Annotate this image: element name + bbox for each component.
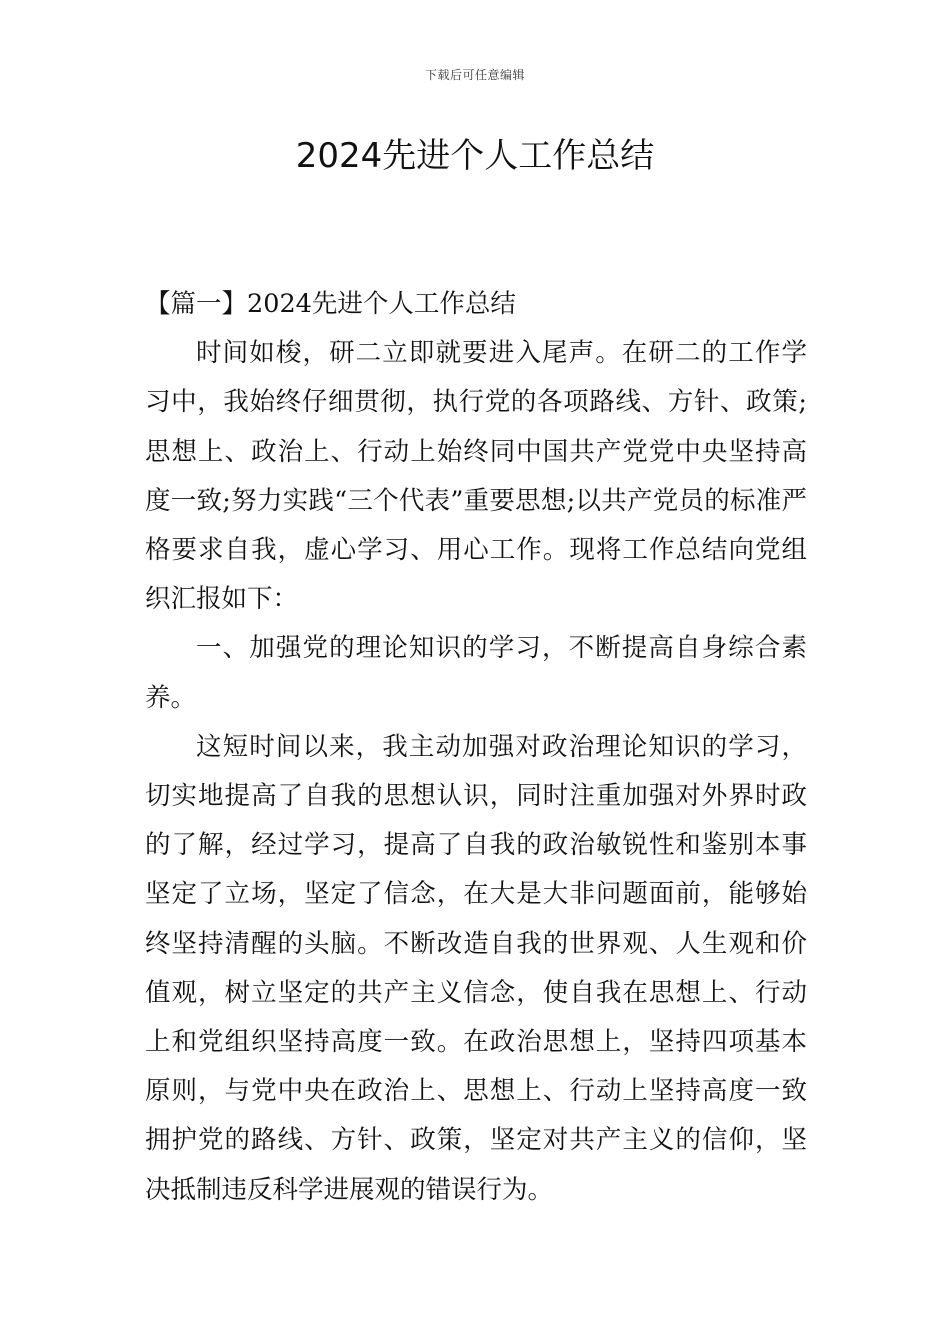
document-title: 2024先进个人工作总结 bbox=[295, 136, 655, 176]
paragraph-study-details: 这短时间以来，我主动加强对政治理论知识的学习，切实地提高了自我的思想认识，同时注重加强对外界时政的了解，经过学习，提高了自我的政治敏锐性和鉴别本事坚定了立场，坚定了信念，在大是大非问题面前，能够始终坚持清醒的头脑。不断改造自我的世界观、人生观和价值观，树立坚定的共产主义信念，使自我在思想上、行动上和党组织坚持高度一致。在政治思想上，坚持四项基本原则，与党中央在政治上、思想上、行动上坚持高度一致拥护党的路线、方针、政策，坚定对共产主义的信仰，坚决抵制违反科学进展观的错误行为。 bbox=[145, 731, 807, 1205]
paragraph-point-one: 一、加强党的理论知识的学习，不断提高自身综合素养。 bbox=[145, 633, 807, 713]
section-heading: 【篇一】2024先进个人工作总结 bbox=[145, 289, 516, 319]
header-note: 下载后可任意编辑 bbox=[424, 68, 525, 82]
document-body bbox=[145, 280, 807, 1215]
paragraph-intro: 时间如梭，研二立即就要进入尾声。在研二的工作学习中，我始终仔细贯彻，执行党的各项路线、方针、政策;思想上、政治上、行动上始终同中国共产党党中央坚持高度一致;努力实践“三个代表”重要思想;以共产党员的标准严格要求自我，虚心学习、用心工作。现将工作总结向党组织汇报如下： bbox=[145, 338, 807, 615]
